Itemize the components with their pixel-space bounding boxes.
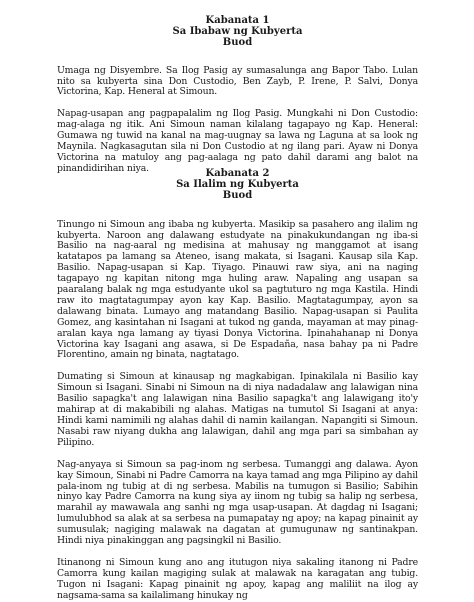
chapter-number: Kabanata 2: [205, 168, 270, 179]
paragraph: Dumating si Simoun at kinausap ng magkabigan. Ipinakilala ni Basilio kay Simoun si Isagani. Sinabi ni Simoun na di niya nadadalaw ang lalawigan nina Basilio sapagka't ang lalawigan nina Basilio sapagka't ang lalawigang ito'y mahirap at di makabibili ng alahas. Matigas na tumutol Si Isagani at anya: Hindi kami namimili ng alahas dahil di namin kailangan. Napangiti si Simoun. Nasabi raw niyang dukha ang lalawigan, dahil ang mga pari sa simbahan ay Pilipino.: [57, 371, 418, 448]
chapter-subtitle: Buod: [222, 37, 253, 49]
chapter-subtitle: Buod: [222, 190, 253, 202]
paragraph: Napag-usapan ang pagpapalalim ng Ilog Pasig. Mungkahi ni Don Custodio: mag-alaga ng itik. Ani Simoun naman kilalang tagapayo ng Kap. Heneral: Gumawa ng tuwid na kanal na mag-uugnay sa lawa ng Laguna at sa look ng Maynila. Nagkasagutan sila ni Don Custodio at ng ilang pari. Ayaw ni Donya Victorina na matuloy ang pag-aalaga ng pato dahil darami ang balot na pinandidirihan niya.: [57, 108, 418, 174]
chapter-1-heading: [57, 15, 418, 49]
paragraph: Umaga ng Disyembre. Sa Ilog Pasig ay sumasalunga ang Bapor Tabo. Lulan nito sa kubyerta sina Don Custodio, Ben Zayb, P. Irene, P. Salvi, Donya Victorina, Kap. Heneral at Simoun.: [57, 64, 418, 98]
chapter-2: [57, 168, 418, 602]
paragraph: Itinanong ni Simoun kung ano ang itutugon niya sakaling itanong ni Padre Camorra kung kailan magiging sulak at malawak na karagatan ang tubig. Tugon ni Isagani: Kapag pinainit ng apoy, kapag ang maliliit na ilog ay nagsama-sama sa kailalimang hinukay ng: [57, 556, 418, 601]
chapter-title: Sa Ibabaw ng Kubyerta: [172, 26, 303, 38]
chapter-2-heading: [57, 168, 418, 202]
paragraph: Nag-anyaya si Simoun sa pag-inom ng serbesa. Tumanggi ang dalawa. Ayon kay Simoun, Sinabi ni Padre Camorra na kaya tamad ang mga Pilipino ay dahil pala-inom ng tubig at di ng serbesa. Mabilis na tumugon si Basilio; Sabihin ninyo kay Padre Camorra na kung siya ay iinom ng tubig sa halip ng serbesa, marahil ay mawawala ang sanhi ng mga usap-usapan. At dagdag ni Isagani; lumulubhod sa alak at sa serbesa na pumapatay ng apoy; na kapag pinainit ay sumusulak; nagiging malawak na dagatan at gumugunaw ng santinakpan. Hindi niya pinakinggan ang pagsingkil ni Basilio.: [57, 458, 418, 547]
paragraph: Tinungo ni Simoun ang ibaba ng kubyerta. Masikip sa pasahero ang ilalim ng kubyerta. Naroon ang dalawang estudyate na pinakukundangan ng iba-si Basilio na nag-aaral ng medisina at mahusay ng manggamot at isang katatapos pa lamang sa Ateneo, isang makata, si Isagani. Kausap sila Kap. Basilio. Napag-usapan si Kap. Tiyago. Pinauwi raw siya, ani na naging tagapayo ng kapitan nitong mga huling araw. Napaling ang usapan sa paaralang balak ng mga estudyante ukol sa pagtuturo ng mga Kastila. Hindi raw ito magtatagumpay ayon kay Kap. Basilio. Magtatagumpay, ayon sa dalawang binata. Lumayo ang matandang Basilio. Napag-usapan si Paulita Gomez, ang kasintahan ni Isagani at tukod ng ganda, mayaman at may pinag-aralan kaya nga lamang ay tiyasi Donya Victorina. Ipinahahanap ni Donya Victorina kay Isagani ang asawa, si De Espadaña, nasa bahay pa ni Padre Florentino, amain ng binata, nagtatago.: [57, 218, 418, 361]
chapter-number: Kabanata 1: [205, 15, 270, 26]
chapter-1: [57, 15, 418, 175]
chapter-title: Sa Ilalim ng Kubyerta: [176, 179, 299, 191]
